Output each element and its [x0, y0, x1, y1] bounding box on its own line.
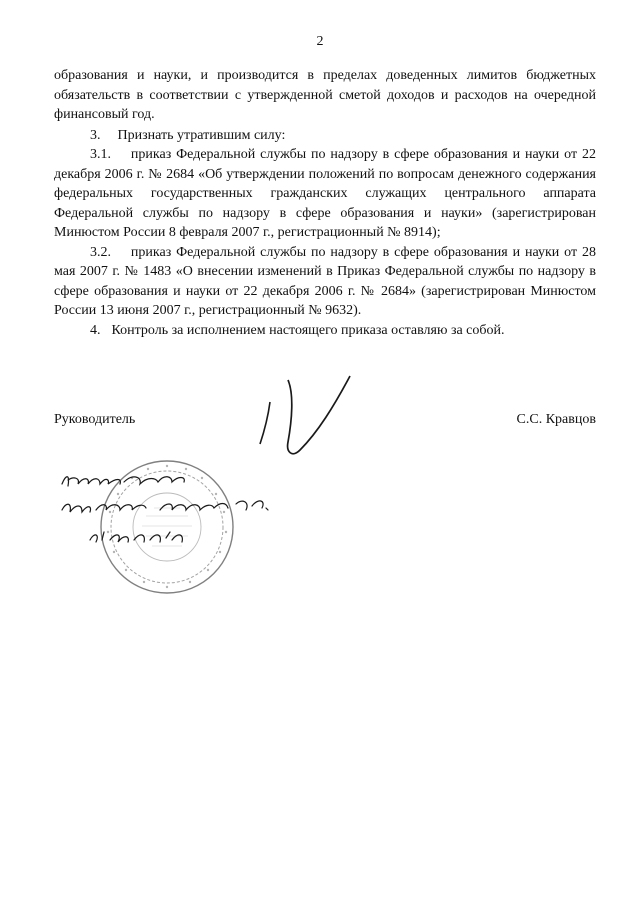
item-number: 3.1.	[90, 147, 111, 162]
page-number: 2	[316, 34, 324, 49]
item-number: 3.	[90, 127, 101, 143]
signature-row	[54, 412, 596, 432]
paragraph-item-3-1	[54, 145, 596, 243]
item-text: Признать утратившим силу:	[117, 127, 286, 143]
item-number: 3.2.	[90, 244, 111, 260]
item-text: приказ Федеральной службы по надзору в сфере образования и науки от 28 мая 2007 г. № 1483 «О внесении изменений в Приказ Федеральной службы по надзору в сфере образования и науки от 22 декабря 2006 г. № 2684» (зарегистрирован Минюстом России 13 июня 2007 г., регистрационный № 9632).	[54, 244, 597, 318]
paragraph-item-3-2	[54, 243, 596, 321]
handwritten-copy-certification	[60, 470, 310, 550]
paragraph-continuation: образования и науки, и производится в пределах доведенных лимитов бюджетных обязательств в соответствии с утвержденной сметой доходов и расходов на очередной финансовый год.	[54, 68, 596, 122]
paragraph-item-4	[54, 321, 596, 341]
item-text: приказ Федеральной службы по надзору в сфере образования и науки от 22 декабря 2006 г. № 2684 «Об утверждении положений по вопросам денежного содержания федеральных государственных гражданских служащих центрального аппарата Федеральной службы по надзору в сфере образования и науки» (зарегистрирован Минюстом России 8 февраля 2007 г., регистрационный № 8914);	[54, 147, 597, 240]
signatory-role: Руководитель	[54, 412, 136, 427]
item-text: Контроль за исполнением настоящего приказа оставляю за собой.	[111, 322, 505, 338]
item-number: 4.	[90, 322, 101, 338]
signatory-name: С.С. Кравцов	[516, 412, 596, 427]
document-body	[54, 66, 596, 340]
paragraph-item-3	[54, 126, 596, 146]
